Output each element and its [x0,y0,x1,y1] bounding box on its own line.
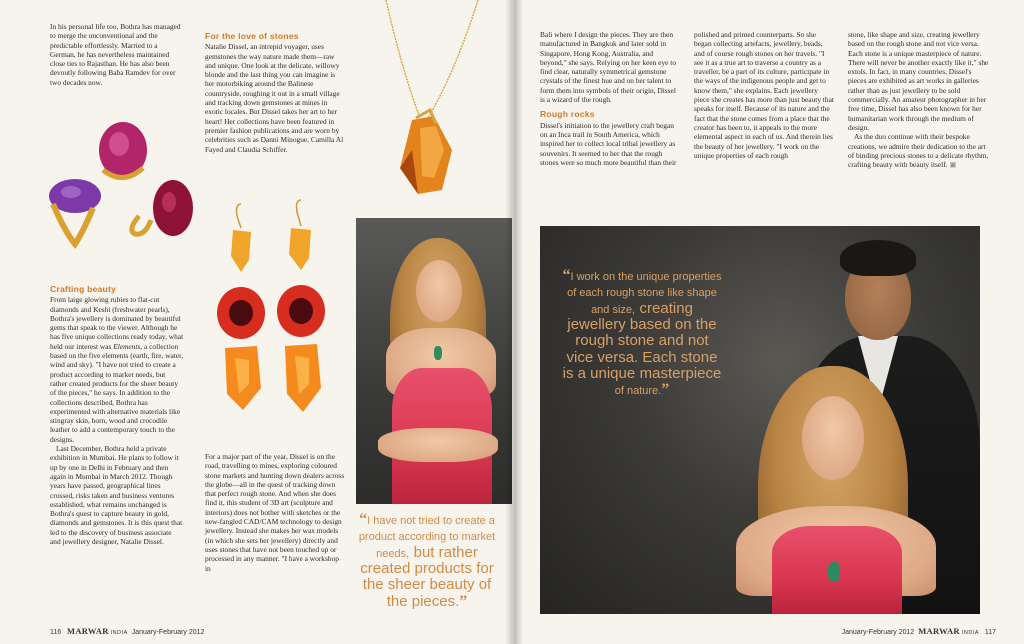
earrings-illustration [205,198,340,426]
section-heading: Crafting beauty [50,284,117,294]
text-run: From large glowing rubies to flat-cut diamonds and Keshi (freshwater pearls), Bothra's jewellery is dominated by beautiful gems that speak to the viewer. Although he has five unique collections ready today, what held our interest was [50,295,184,351]
issue-date: January-February 2012 [841,629,915,636]
right-column-2 [694,30,834,160]
earrings-photo [205,198,340,426]
pendant-on-model [434,346,442,360]
paragraph [50,295,184,444]
face [416,260,462,322]
issue-date: January-February 2012 [131,629,205,636]
left-folio [50,626,204,636]
text-run: , a collection based on the five elements (earth, fire, water, wind and sky). "I have not tried to create a product according to market needs, but rather created products for the sheer beauty of the pieces," he says. In addition to the collections described, Bothra has experimented with alternative materials like stingray skin, horn, wood and crocodile leather to add a contemporary touch to the designs. [50,341,184,444]
paragraph: Dissel's initiation to the jewellery craft began on an Inca trail in South America, which inspired her to collect local tribal jewellery as souvenirs. It seemed to her that the rough stones were so much more beautiful than their [540,120,677,167]
section-heading: For the love of stones [205,31,299,41]
collection-name: Elements [113,341,141,351]
pull-quote-right [562,268,722,399]
gemstone-rings-illustration [35,112,195,262]
open-quote-mark: “ [562,267,571,284]
close-quote-mark: ” [661,381,670,399]
end-mark-icon: ▣ [949,160,957,170]
magazine-brand-suffix: INDIA [961,630,979,636]
right-page [512,0,1024,644]
paragraph: For a major part of the year, Dissel is on the road, travelling to mines, exploring coloured stone markets and hunting down dealers across the globe—all in the quest of tracking down that perfect rough stone. And when she does find it, this student of 3D art (sculpture and interiors) does not bother with sketches or the new-fangled CAD/CAM technology to design jewellery. Instead she makes her wax models (in which she sets her jewellery) directly and uses stones that have not been touched up or processed in any manner. "I have a workshop in [205,452,345,573]
pull-quote-left [356,512,498,610]
right-column-3 [848,30,990,169]
magazine-brand-suffix: INDIA [110,630,128,636]
close-quote-mark: ” [459,592,468,610]
left-column-2-lower [205,452,345,573]
magazine-brand: MARWAR [918,626,960,636]
woman-face [802,396,864,480]
page-gutter [505,0,523,644]
paragraph: polished and primed counterparts. So she began collecting artefacts, jewellery, beads, and of course rough stones on her travels. "I see it as a true art to traverse a country as a traveller, be a part of its culture, participate in the ways of the indigenous people and get to know them," she explains. Each jewellery piece she creates has more than just beauty that speaks for itself. Because of its nature and the fact that the stone comes from a place that the creator has been to, it appeals to the more elemental aspect in each of us. And therein lies the beauty of her jewellery. "I work on the unique properties of each rough [694,30,834,160]
text-run: stone, like shape and size, creating jewellery based on the rough stone and not vice versa. Each stone is a unique masterpiece of nature. There will never be another exactly like it," she extols. In fact, in many countries, Dissel's pieces are exhibited as art works in galleries rather than as just jewellery to be sold commercially. An amateur photographer in her free time, Dissel has also been known for her humanitarian work through the medium of design. [848,30,989,132]
left-column-2 [205,32,345,154]
text-run: As the duo continue with their bespoke creations, we admire their dedication to the art of binding precious stones to a delicate rhythm, crafting beauty with beauty itself. [848,132,989,170]
magazine-brand: MARWAR [67,626,109,636]
paragraph [848,30,990,132]
pull-quote-part-a: I work on the unique properties of each rough stone like shape and size, [567,271,722,316]
pull-quote-part-c: masterpiece [639,364,722,382]
paragraph: Natalie Dissel, an intrepid voyager, uses gemstones the way nature made them—raw and unique. One look at the delicate, willowy blonde and the last thing you can imagine is her motorbiking around the Balinese countryside, roughing it out in a small village and tracking down gemstones at mines in exotic locales. But Dissel takes her art to her heart! Her collections have been featured in premier fashion publications and are worn by celebrities such as Danni Minogue, Camilla Al Fayed and Claudia Schiffer. [205,42,344,154]
section-heading: Rough rocks [540,109,595,120]
paragraph: Last December, Bothra held a private exhibition in Mumbai. He plans to follow it up by one in Delhi in February and then again in Mumbai in March 2012. Though years have passed, geographical lines crossed, risks taken and business ventures established, what remains unchanged is Bothra's quest to capture beauty in gold, diamonds and gemstones. It is this quest that led to the discovery of business associate and jewellery designer, Natalie Dissel. [50,444,183,547]
pull-quote-part-d: of nature. [614,385,662,398]
man-hair [840,240,916,276]
natalie-dissel-portrait [356,218,512,504]
right-column-1 [540,30,680,167]
paragraph: Bali where I design the pieces. They are then manufactured in Bangkok and later sold in Singapore, Hong Kong, Australia, and beyond," she says. Relying on her keen eye to find clear, naturally symmetrical gemstone crystals of the finest hue and on her talent to form them into symbols of their origin, Dissel is a wizard of the rough. [540,30,677,105]
pendant-necklace-illustration [372,0,482,205]
pendant-on-model [828,562,840,582]
right-folio [842,626,996,636]
left-column-1 [50,22,184,87]
paragraph: In his personal life too, Bothra has managed to merge the unconventional and the predictable effortlessly. Married to a German, he has nevertheless maintained close ties to Rajasthan. He has also been devoutly following Baba Ramdev for over two decades now. [50,22,181,87]
open-quote-mark: “ [359,511,368,528]
pendant-photo [372,0,482,205]
paragraph [848,132,990,169]
pull-quote-part-2: but rather created products for the sheer beauty of the pieces. [360,543,494,610]
page-number: 116 [50,629,62,636]
rings-photo [35,112,195,262]
pull-quote-part-1: I have not tried to create a product according to market needs, [358,515,496,560]
couple-portrait [540,226,980,614]
page-number: 117 [984,629,996,636]
arms [378,428,498,462]
pull-quote-part-b: creating jewellery based on the rough stone and not vice versa. Each stone is a unique [562,299,718,382]
left-column-1-lower [50,285,184,546]
